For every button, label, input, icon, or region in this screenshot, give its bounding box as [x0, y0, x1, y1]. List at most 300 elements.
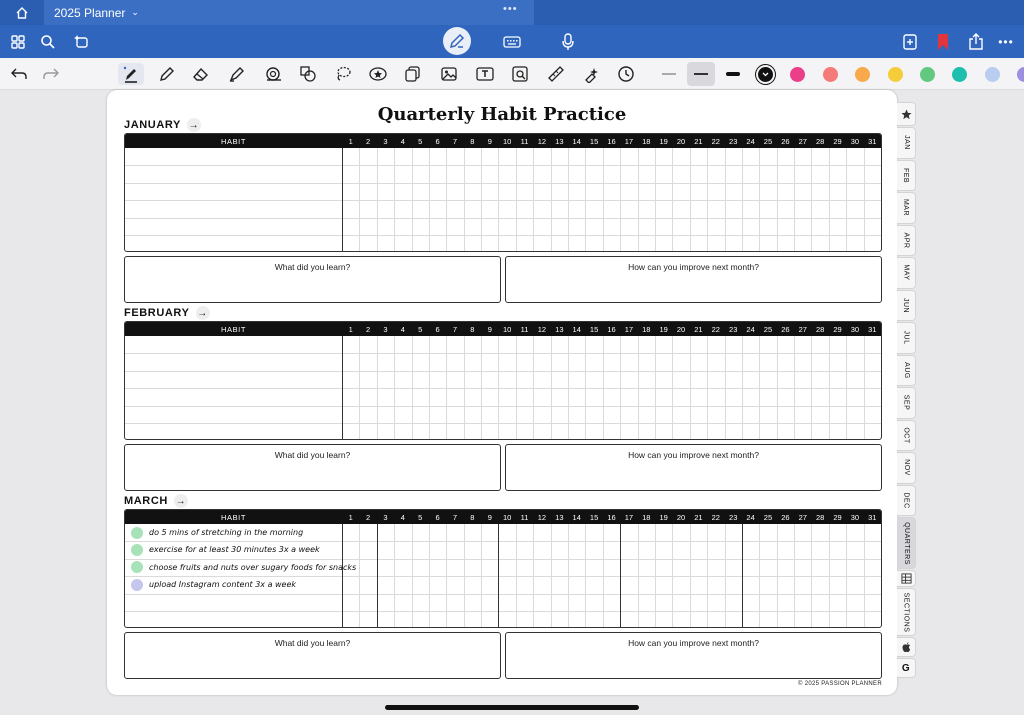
- grid-col-line: [446, 336, 447, 440]
- highlighter-icon[interactable]: [226, 63, 248, 85]
- clock-icon[interactable]: [615, 63, 637, 85]
- tape-icon[interactable]: [262, 63, 284, 85]
- grid-col-line: [377, 524, 378, 628]
- day-header-12: 12: [537, 512, 547, 522]
- day-header-26: 26: [781, 136, 790, 146]
- grid-col-line: [429, 524, 430, 628]
- side-tab-aug[interactable]: [897, 355, 916, 387]
- side-tab-apr-label: APR: [902, 232, 910, 249]
- day-header-28: 28: [815, 324, 825, 334]
- grid-col-line: [516, 148, 517, 252]
- grid-col-line: [846, 148, 847, 252]
- grid-col-line: [446, 524, 447, 628]
- day-header-3: 3: [383, 512, 388, 522]
- color-swatch-4[interactable]: [855, 67, 870, 82]
- page-title: Quarterly Habit Practice: [377, 104, 627, 125]
- grid-icon[interactable]: [7, 31, 29, 53]
- day-header-27: 27: [798, 324, 807, 334]
- habit-entry[interactable]: [131, 524, 303, 541]
- day-header-31: 31: [868, 324, 877, 334]
- day-header-25: 25: [763, 136, 773, 146]
- day-header-17: 17: [624, 324, 634, 334]
- grid-col-line: [811, 524, 812, 628]
- day-header-1: 1: [348, 324, 353, 334]
- grid-col-line: [412, 524, 413, 628]
- day-header-29: 29: [833, 324, 842, 334]
- side-tab-feb[interactable]: [897, 160, 916, 192]
- grid-col-line: [638, 524, 639, 628]
- color-swatch-9[interactable]: [1017, 67, 1024, 82]
- habit-grid-body[interactable]: [125, 336, 881, 440]
- habit-entry[interactable]: [131, 576, 296, 593]
- grid-col-line: [551, 148, 552, 252]
- day-header-23: 23: [729, 136, 738, 146]
- grid-col-line: [568, 524, 569, 628]
- day-header-31: 31: [868, 512, 877, 522]
- color-swatch-1[interactable]: [758, 67, 773, 82]
- grid-col-line: [690, 148, 691, 252]
- habit-color-dot: [131, 561, 143, 573]
- image-icon[interactable]: [438, 63, 460, 85]
- color-swatch-3[interactable]: [823, 67, 838, 82]
- day-header-16: 16: [607, 136, 616, 146]
- lasso-icon[interactable]: [332, 63, 354, 85]
- grid-col-line: [429, 148, 430, 252]
- side-tab-google-label: G: [901, 662, 911, 674]
- grid-col-line: [568, 336, 569, 440]
- arrow-right-icon[interactable]: →: [188, 119, 200, 131]
- pencil-mode-icon[interactable]: [443, 27, 471, 55]
- improve-note-box[interactable]: How can you improve next month?: [505, 444, 882, 491]
- grid-col-line: [725, 148, 726, 252]
- day-header-21: 21: [694, 324, 703, 334]
- month-name: JANUARY: [124, 119, 181, 131]
- grid-row-line: [125, 218, 881, 219]
- day-header-15: 15: [589, 136, 599, 146]
- day-header-7: 7: [452, 512, 458, 522]
- side-tab-jul-label: JUL: [902, 330, 910, 345]
- grid-col-line: [481, 148, 482, 252]
- redo-icon[interactable]: [40, 63, 62, 85]
- grid-col-line: [481, 524, 482, 628]
- side-tab-nov-label: NOV: [902, 459, 910, 477]
- grid-col-line: [707, 148, 708, 252]
- sticker-icon[interactable]: [367, 63, 389, 85]
- side-index-tabs: [897, 102, 917, 696]
- side-tab-sep[interactable]: [897, 387, 916, 419]
- side-tab-quarters[interactable]: [897, 517, 916, 569]
- grid-row-line: [125, 423, 881, 424]
- day-header-8: 8: [470, 512, 475, 522]
- grid-col-line: [377, 148, 378, 252]
- side-tab-jan[interactable]: [897, 127, 916, 159]
- day-header-24: 24: [746, 324, 755, 334]
- grid-col-line: [690, 524, 691, 628]
- side-tab-mar-label: MAR: [902, 199, 910, 217]
- day-header-18: 18: [642, 512, 651, 522]
- grid-col-line: [864, 336, 865, 440]
- learn-note-box[interactable]: What did you learn?: [124, 632, 501, 679]
- day-header-3: 3: [383, 324, 388, 334]
- side-tab-sections-label: SECTIONS: [902, 592, 910, 632]
- grid-col-line: [568, 148, 569, 252]
- day-header-5: 5: [418, 136, 423, 146]
- day-header-18: 18: [642, 324, 651, 334]
- habit-grid-body[interactable]: [125, 524, 881, 628]
- day-header-9: 9: [487, 324, 492, 334]
- grid-col-line: [620, 524, 621, 628]
- grid-col-line: [864, 148, 865, 252]
- shapes-icon[interactable]: [297, 63, 319, 85]
- line-weight-thin[interactable]: [655, 62, 683, 86]
- more-icon[interactable]: •••: [998, 35, 1014, 49]
- grid-col-line: [551, 524, 552, 628]
- grid-col-line: [464, 148, 465, 252]
- grid-row-line: [125, 594, 881, 595]
- day-header-6: 6: [435, 324, 440, 334]
- habit-text: choose fruits and nuts over sugary foods for snacks: [149, 562, 357, 572]
- grid-col-line: [777, 336, 778, 440]
- day-header-20: 20: [676, 512, 686, 522]
- habit-column-header: HABIT: [220, 136, 247, 146]
- day-header-13: 13: [555, 512, 564, 522]
- day-header-16: 16: [607, 512, 616, 522]
- grid-col-line: [603, 524, 604, 628]
- side-tab-jan-label: JAN: [902, 135, 910, 151]
- habit-color-dot: [131, 579, 143, 591]
- planner-page[interactable]: [107, 90, 897, 695]
- color-swatch-8[interactable]: [985, 67, 1000, 82]
- grid-col-line: [742, 336, 743, 440]
- chevron-down-icon[interactable]: ⌄: [131, 7, 139, 17]
- habit-grid-body[interactable]: [125, 148, 881, 252]
- grid-col-line: [690, 336, 691, 440]
- improve-note-box[interactable]: How can you improve next month?: [505, 632, 882, 679]
- grid-col-line: [394, 148, 395, 252]
- grid-row-line: [125, 611, 881, 612]
- day-header-2: 2: [365, 136, 371, 146]
- month-label-february: [124, 306, 210, 320]
- grid-col-line: [359, 336, 360, 440]
- sparkle-select-icon[interactable]: [71, 31, 93, 53]
- day-header-30: 30: [850, 324, 860, 334]
- grid-col-line: [794, 524, 795, 628]
- day-header-19: 19: [659, 136, 668, 146]
- habit-grid-header: [125, 322, 881, 336]
- habit-entry[interactable]: [131, 541, 320, 558]
- grid-col-line: [498, 336, 499, 440]
- habit-column-header: HABIT: [220, 324, 247, 334]
- habit-column-header: HABIT: [220, 512, 247, 522]
- grid-col-line: [412, 336, 413, 440]
- day-header-22: 22: [711, 324, 720, 334]
- grid-row-line: [125, 200, 881, 201]
- copyright-text: © 2025 PASSION PLANNER: [798, 681, 882, 687]
- day-header-8: 8: [470, 324, 475, 334]
- day-header-5: 5: [418, 324, 423, 334]
- grid-row-line: [125, 388, 881, 389]
- grid-col-line: [846, 336, 847, 440]
- month-label-january: [124, 118, 201, 132]
- grid-col-line: [620, 336, 621, 440]
- add-page-icon[interactable]: [899, 31, 921, 53]
- grid-col-line: [551, 336, 552, 440]
- habit-grid-header: [125, 510, 881, 524]
- grid-row-line: [125, 353, 881, 354]
- day-header-4: 4: [400, 324, 405, 334]
- day-header-23: 23: [729, 512, 738, 522]
- bookmark-icon[interactable]: [932, 31, 954, 53]
- day-header-2: 2: [365, 512, 371, 522]
- text-icon[interactable]: [474, 63, 496, 85]
- day-header-17: 17: [624, 512, 634, 522]
- day-header-8: 8: [470, 136, 475, 146]
- color-swatch-5[interactable]: [888, 67, 903, 82]
- day-header-26: 26: [781, 324, 790, 334]
- apple-icon: [901, 641, 912, 653]
- habit-entry[interactable]: [131, 559, 356, 576]
- grid-col-line: [498, 524, 499, 628]
- side-tab-sections[interactable]: [897, 588, 916, 636]
- day-header-5: 5: [418, 512, 423, 522]
- day-header-6: 6: [435, 512, 440, 522]
- laser-pointer-icon[interactable]: [581, 63, 603, 85]
- grid-col-line: [638, 336, 639, 440]
- tools-row: [0, 58, 1024, 90]
- grid-col-line: [777, 524, 778, 628]
- day-header-3: 3: [383, 136, 388, 146]
- side-tab-apple[interactable]: [897, 637, 916, 657]
- grid-col-line: [359, 524, 360, 628]
- month-name: FEBRUARY: [124, 307, 190, 319]
- grid-col-line: [516, 524, 517, 628]
- grid-row-line: [125, 371, 881, 372]
- day-header-15: 15: [589, 324, 599, 334]
- grid-col-line: [655, 148, 656, 252]
- grid-col-line: [759, 148, 760, 252]
- grid-col-line: [585, 524, 586, 628]
- day-header-29: 29: [833, 136, 842, 146]
- day-header-21: 21: [694, 136, 703, 146]
- star-icon: [901, 109, 912, 120]
- side-tab-mar[interactable]: [897, 192, 916, 224]
- day-header-14: 14: [572, 324, 581, 334]
- day-header-10: 10: [502, 324, 512, 334]
- day-header-9: 9: [487, 136, 492, 146]
- search-icon[interactable]: [37, 31, 59, 53]
- grid-col-line: [533, 524, 534, 628]
- grid-col-line: [655, 524, 656, 628]
- improve-note-box[interactable]: How can you improve next month?: [505, 256, 882, 303]
- habit-color-dot: [131, 544, 143, 556]
- elements-icon[interactable]: [402, 63, 424, 85]
- day-header-7: 7: [452, 324, 458, 334]
- day-header-28: 28: [815, 136, 825, 146]
- main-toolbar: [0, 25, 1024, 58]
- grid-col-line: [394, 524, 395, 628]
- grid-col-line: [533, 148, 534, 252]
- side-tab-oct-label: OCT: [902, 427, 910, 444]
- day-header-10: 10: [502, 512, 512, 522]
- arrow-right-icon[interactable]: →: [197, 307, 208, 319]
- grid-col-line: [638, 148, 639, 252]
- day-header-16: 16: [607, 324, 616, 334]
- grid-col-line: [603, 148, 604, 252]
- grid-col-line: [412, 148, 413, 252]
- day-header-31: 31: [868, 136, 877, 146]
- grid-col-line: [429, 336, 430, 440]
- day-header-10: 10: [502, 136, 512, 146]
- side-tab-jun[interactable]: [897, 290, 916, 322]
- document-tab-title: 2025 Planner: [54, 5, 126, 20]
- grid-col-line: [359, 148, 360, 252]
- grid-col-line: [725, 524, 726, 628]
- habit-text: upload Instagram content 3x a week: [149, 580, 297, 590]
- pen-icon[interactable]: [118, 63, 144, 85]
- day-header-4: 4: [400, 512, 405, 522]
- grid-col-line: [829, 148, 830, 252]
- day-header-13: 13: [555, 136, 564, 146]
- day-header-19: 19: [659, 512, 668, 522]
- grid-col-line: [342, 148, 343, 252]
- day-header-14: 14: [572, 136, 581, 146]
- day-header-25: 25: [763, 512, 773, 522]
- day-header-4: 4: [400, 136, 405, 146]
- grid-col-line: [864, 524, 865, 628]
- grid-col-line: [846, 524, 847, 628]
- day-header-19: 19: [659, 324, 668, 334]
- habit-grid[interactable]: [124, 321, 882, 440]
- grid-col-line: [464, 336, 465, 440]
- grid-col-line: [794, 336, 795, 440]
- home-indicator[interactable]: [385, 705, 639, 710]
- color-swatch-7[interactable]: [952, 67, 967, 82]
- grid-col-line: [498, 148, 499, 252]
- image-capture-icon[interactable]: [509, 63, 531, 85]
- side-tab-nov[interactable]: [897, 452, 916, 484]
- side-tab-star[interactable]: [897, 102, 916, 126]
- day-header-11: 11: [520, 324, 529, 334]
- month-name: MARCH: [124, 495, 168, 507]
- table-icon: [901, 573, 912, 584]
- day-header-26: 26: [781, 512, 790, 522]
- keyboard-icon[interactable]: [501, 31, 523, 53]
- day-header-22: 22: [711, 136, 720, 146]
- side-tab-table[interactable]: [897, 570, 916, 587]
- side-tab-oct[interactable]: [897, 420, 916, 452]
- side-tab-may[interactable]: [897, 257, 916, 289]
- line-weight-thick[interactable]: [719, 62, 747, 86]
- home-button[interactable]: [0, 0, 44, 25]
- grid-col-line: [759, 524, 760, 628]
- grid-col-line: [672, 148, 673, 252]
- habit-grid[interactable]: [124, 509, 882, 628]
- day-header-27: 27: [798, 512, 807, 522]
- day-header-25: 25: [763, 324, 773, 334]
- grid-col-line: [811, 336, 812, 440]
- grid-col-line: [672, 336, 673, 440]
- day-header-9: 9: [487, 512, 492, 522]
- day-header-20: 20: [676, 136, 686, 146]
- day-header-24: 24: [746, 512, 755, 522]
- microphone-icon[interactable]: [557, 31, 579, 53]
- document-tab[interactable]: [44, 0, 534, 25]
- side-tab-quarters-label: QUARTERS: [902, 521, 910, 565]
- grid-col-line: [516, 336, 517, 440]
- grid-col-line: [342, 524, 343, 628]
- habit-grid-header: [125, 134, 881, 148]
- grid-col-line: [394, 336, 395, 440]
- habit-color-dot: [131, 527, 143, 539]
- day-header-7: 7: [452, 136, 458, 146]
- day-header-12: 12: [537, 136, 547, 146]
- pencil-icon[interactable]: [156, 63, 178, 85]
- grid-col-line: [603, 336, 604, 440]
- day-header-14: 14: [572, 512, 581, 522]
- day-header-30: 30: [850, 136, 860, 146]
- grid-col-line: [811, 148, 812, 252]
- day-header-30: 30: [850, 512, 860, 522]
- color-swatch-6[interactable]: [920, 67, 935, 82]
- day-header-27: 27: [798, 136, 807, 146]
- grid-col-line: [742, 524, 743, 628]
- side-tab-google[interactable]: [897, 658, 916, 678]
- day-header-13: 13: [555, 324, 564, 334]
- share-icon[interactable]: [965, 31, 987, 53]
- learn-note-box[interactable]: What did you learn?: [124, 444, 501, 491]
- arrow-right-icon[interactable]: →: [175, 495, 187, 507]
- habit-text: exercise for at least 30 minutes 3x a week: [149, 545, 320, 555]
- side-tab-apr[interactable]: [897, 225, 916, 257]
- home-icon: [15, 6, 29, 20]
- grid-col-line: [446, 148, 447, 252]
- grid-row-line: [125, 406, 881, 407]
- day-header-21: 21: [694, 512, 703, 522]
- habit-grid[interactable]: [124, 133, 882, 252]
- ruler-icon[interactable]: [545, 63, 567, 85]
- day-header-2: 2: [365, 324, 371, 334]
- day-header-1: 1: [348, 512, 353, 522]
- side-tab-sep-label: SEP: [902, 394, 910, 411]
- undo-icon[interactable]: [8, 63, 30, 85]
- color-swatch-2[interactable]: [790, 67, 805, 82]
- eraser-icon[interactable]: [190, 63, 212, 85]
- day-header-11: 11: [520, 136, 529, 146]
- grid-col-line: [829, 336, 830, 440]
- day-header-22: 22: [711, 512, 720, 522]
- day-header-6: 6: [435, 136, 440, 146]
- side-tab-aug-label: AUG: [902, 361, 910, 379]
- grid-col-line: [829, 524, 830, 628]
- day-header-1: 1: [348, 136, 353, 146]
- grid-col-line: [533, 336, 534, 440]
- grid-col-line: [794, 148, 795, 252]
- line-weight-medium[interactable]: [687, 62, 715, 86]
- day-header-11: 11: [520, 512, 529, 522]
- habit-text: do 5 mins of stretching in the morning: [149, 528, 304, 537]
- grid-col-line: [377, 336, 378, 440]
- grid-col-line: [620, 148, 621, 252]
- multitask-dots[interactable]: •••: [503, 3, 518, 15]
- day-header-18: 18: [642, 136, 651, 146]
- learn-note-box[interactable]: What did you learn?: [124, 256, 501, 303]
- grid-col-line: [481, 336, 482, 440]
- side-tab-dec[interactable]: [897, 485, 916, 517]
- day-header-28: 28: [815, 512, 825, 522]
- side-tab-jul[interactable]: [897, 322, 916, 354]
- grid-col-line: [464, 524, 465, 628]
- grid-col-line: [707, 524, 708, 628]
